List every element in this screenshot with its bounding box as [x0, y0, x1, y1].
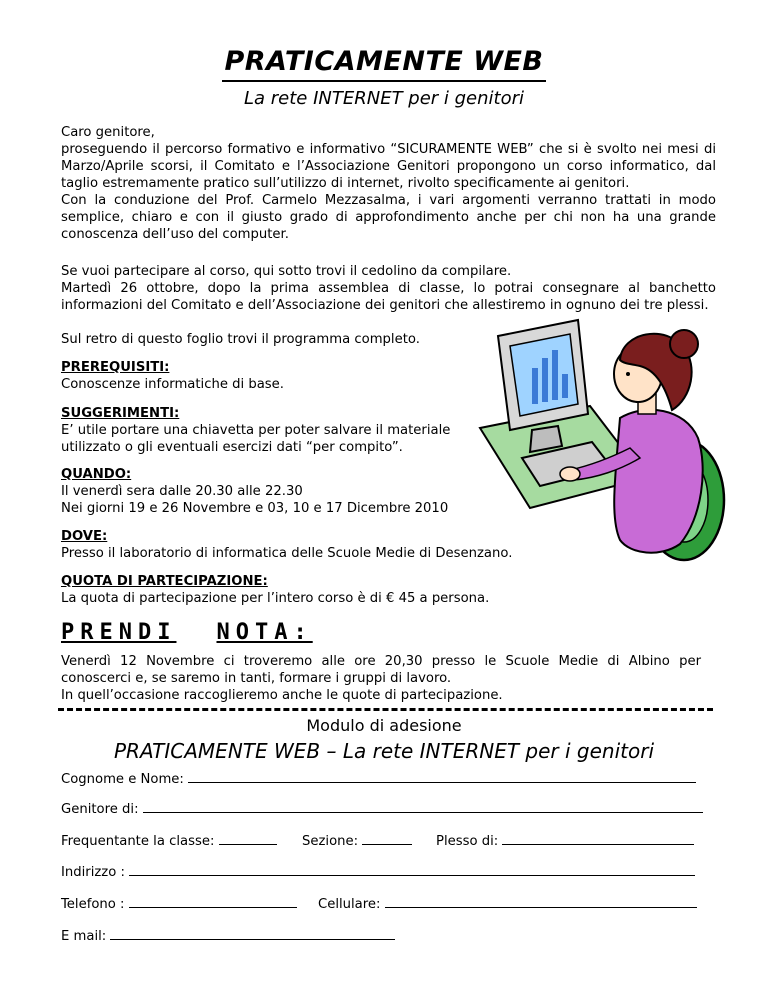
suggerimenti-text-2: utilizzato o gli eventuali esercizi dati “per compito”.	[61, 440, 403, 455]
prerequisiti-section	[61, 359, 284, 393]
classe-label: Frequentante la classe:	[61, 834, 215, 849]
cognome-field[interactable]	[188, 770, 696, 783]
suggerimenti-text-1: E’ utile portare una chiavetta per poter salvare il materiale	[61, 423, 451, 438]
intro-paragraph-2: Con la conduzione del Prof. Carmelo Mezzasalma, i vari argomenti verranno trattati in modo semplice, chiaro e con il giusto grado di approfondimento anche per chi non ha una grande conoscenza dell’uso del computer.	[61, 193, 716, 242]
sezione-field[interactable]	[362, 832, 412, 845]
telefono-field[interactable]	[129, 895, 297, 908]
genitore-label: Genitore di:	[61, 802, 139, 817]
intro-paragraph-5: Sul retro di questo foglio trovi il programma completo.	[61, 332, 420, 347]
dove-text: Presso il laboratorio di informatica delle Scuole Medie di Desenzano.	[61, 546, 513, 561]
suggerimenti-section	[61, 405, 450, 456]
plesso-field[interactable]	[502, 832, 694, 845]
quota-heading: QUOTA DI PARTECIPAZIONE:	[61, 574, 268, 589]
quota-section	[61, 573, 489, 607]
telefono-label: Telefono :	[61, 897, 125, 912]
quando-section	[61, 466, 448, 517]
salutation: Caro genitore,	[61, 125, 155, 140]
prendi-nota-heading	[61, 620, 313, 645]
quando-heading: QUANDO:	[61, 467, 132, 482]
prendi-nota-text-2: In quell’occasione raccoglieremo anche le quote di partecipazione.	[61, 688, 503, 703]
form-label: Modulo di adesione	[306, 716, 462, 735]
indirizzo-row	[61, 863, 695, 881]
woman-at-computer-icon	[470, 318, 730, 568]
intro-paragraph-3: Se vuoi partecipare al corso, qui sotto trovi il cedolino da compilare.	[61, 264, 512, 279]
quando-text-1: Il venerdì sera dalle 20.30 alle 22.30	[61, 484, 303, 499]
sezione-label: Sezione:	[302, 834, 359, 849]
dove-heading: DOVE:	[61, 529, 108, 544]
cellulare-field[interactable]	[385, 895, 697, 908]
form-title: PRATICAMENTE WEB – La rete INTERNET per i genitori	[113, 739, 654, 763]
plesso-wrap	[436, 832, 694, 850]
email-label: E mail:	[61, 929, 107, 944]
quando-text-2: Nei giorni 19 e 26 Novembre e 03, 10 e 17 Dicembre 2010	[61, 501, 449, 516]
cognome-label: Cognome e Nome:	[61, 772, 184, 787]
prerequisiti-heading: PREREQUISITI:	[61, 360, 170, 375]
email-field[interactable]	[110, 927, 395, 940]
dove-section	[61, 528, 512, 562]
signup-block	[61, 263, 716, 314]
genitore-row	[61, 800, 703, 818]
prendi-word: PRENDI	[61, 620, 177, 645]
nota-word: NOTA:	[216, 620, 313, 645]
indirizzo-field[interactable]	[129, 863, 695, 876]
cellulare-wrap	[318, 895, 697, 913]
page-title: PRATICAMENTE WEB	[0, 46, 768, 77]
cellulare-label: Cellulare:	[318, 897, 381, 912]
indirizzo-label: Indirizzo :	[61, 865, 125, 880]
cut-line	[58, 708, 713, 711]
classe-label-wrap	[61, 832, 277, 850]
email-row	[61, 927, 395, 945]
page-subtitle: La rete INTERNET per i genitori	[243, 88, 525, 109]
suggerimenti-heading: SUGGERIMENTI:	[61, 406, 180, 421]
classe-field[interactable]	[219, 832, 277, 845]
telefono-wrap	[61, 895, 297, 913]
genitore-field[interactable]	[143, 800, 703, 813]
prendi-nota-text-1: Venerdì 12 Novembre ci troveremo alle ore 20,30 presso le Scuole Medie di Albino per conoscerci e, se saremo in tanti, formare i gruppi di lavoro.	[61, 654, 701, 686]
prendi-nota-text	[61, 653, 701, 704]
sezione-wrap	[302, 832, 412, 850]
cognome-row	[61, 770, 696, 788]
plesso-label: Plesso di:	[436, 834, 499, 849]
intro-paragraph-1: proseguendo il percorso formativo e informativo “SICURAMENTE WEB” che si è svolto nei mesi di Marzo/Aprile scorsi, il Comitato e l’Associazione Genitori propongono un corso informatico, dal taglio estremamente pratico sull’utilizzo di internet, rivolto specificamente ai genitori.	[61, 142, 716, 191]
intro-block	[61, 124, 716, 243]
prerequisiti-text: Conoscenze informatiche di base.	[61, 377, 284, 392]
intro-paragraph-4: Martedì 26 ottobre, dopo la prima assemblea di classe, lo potrai consegnare al banchetto informazioni del Comitato e dell’Associazione dei genitori che allestiremo in ognuno dei tre plessi.	[61, 281, 716, 313]
quota-text: La quota di partecipazione per l’intero corso è di € 45 a persona.	[61, 591, 490, 606]
